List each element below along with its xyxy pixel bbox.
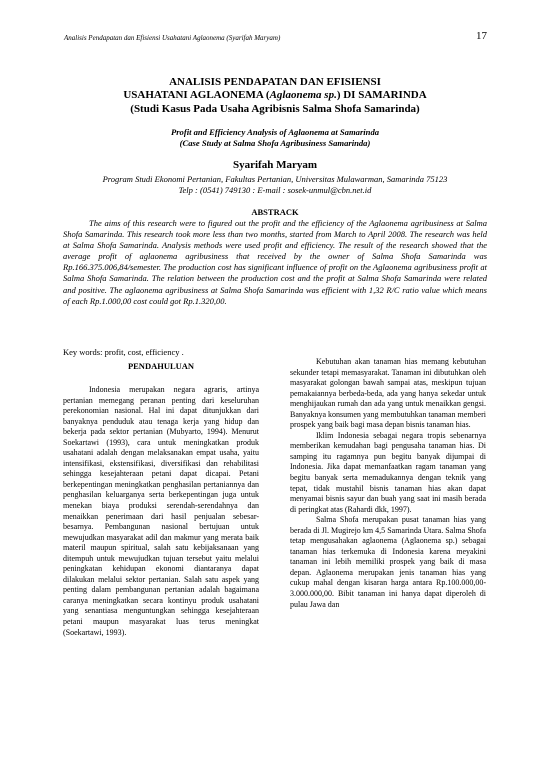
title-subtitle: (Studi Kasus Pada Usaha Agribisnis Salma Shofa Samarinda) <box>130 103 420 115</box>
english-title-line-2: (Case Study at Salma Shofa Agribusiness Samarinda) <box>179 138 371 148</box>
left-column <box>63 385 259 638</box>
paragraph: Iklim Indonesia sebagai negara tropis sebenarnya memberikan kemudahan bagi pengusaha tanaman hias. Di samping itu ragamnya pun begitu banyak dijumpai di Indonesia. Jika dapat memanfaatkan ragam tanaman yang begitu banyak serta memadukannya dengan teknik yang tepat, tidak mustahil bisnis tanaman hias akan dapat menyamai bisnis sayur dan buah yang saat ini masih berada di peringkat atas (Rahardi dkk, 1997). <box>290 430 486 514</box>
paragraph: Indonesia merupakan negara agraris, artinya pertanian memegang peranan penting dari keseluruhan perekonomian nasional. Hal ini dapat ditunjukkan dari banyaknya penduduk atau tenaga kerja yang hidup dan bekerja pada sektor pertanian (Mubyarto, 1994). Menurut Soekartawi (1993), cara untuk meningkatkan produk usahatani adalah dengan melaksanakan empat usaha, yaitu intensifikasi, ekstensifikasi, diversifikasi dan rehabilitasi sehingga kesejahteraan petani dapat dicapai. Petani berkepentingan meningkatkan penghasilan pertaniannya dan penghasilan keluarganya serta berkepentingan juga untuk menekan biaya produksi serendah-serendahnya dan menaikkan penerimaan dari hasil penjualan sebesar-besarnya. Pembangunan nasional bertujuan untuk mewujudkan masyarakat adil dan makmur yang merata baik materil maupun spiritual, salah satu kebijaksanaan yang ditempuh untuk mewujudkan tujuan tersebut yaitu melalui peningkatan kehidupan ekonomi diantaranya dapat dilakukan melalui sektor pertanian. Salah satu aspek yang penting dalam pembangunan pertanian adalah bagaimana caranya meningkatkan secara kontinyu produk usahatani yang senantiasa menguntungkan sehingga kesejahteraan petani maupun masyarakat luas terus meningkat (Soekartawi, 1993). <box>63 385 259 637</box>
english-title-line-1: Profit and Efficiency Analysis of Aglaonema at Samarinda <box>170 127 380 137</box>
keywords-text: profit, cost, efficiency . <box>102 347 184 357</box>
affiliation-line-1: Program Studi Ekonomi Pertanian, Fakultas Pertanian, Universitas Mulawarman, Samarinda 75123 <box>102 174 448 184</box>
keywords <box>63 347 184 357</box>
paragraph: Salma Shofa merupakan pusat tanaman hias yang berada di Jl. Mugirejo km 4,5 Samarinda Utara. Salma Shofa tetap mengusahakan aglaonema (Aglaonema sp.) sebagai tanaman hias terkemuka di Indonesia karena meyakini tanaman ini lebih memiliki prospek yang baik di masa depan. Aglaonema merupakan jenis tanaman hias yang cukup mahal dengan kisaran harga antara Rp.100.000,00-3.000.000,00. Bibit tanaman ini hanya dapat diperoleh di pulau Jawa dan <box>290 515 486 609</box>
affiliation-contact: Telp : (0541) 749130 : E-mail : sosek-unmul@cbn.net.id <box>178 185 372 195</box>
title-line-2 <box>60 89 490 102</box>
running-header: Analisis Pendapatan dan Efisiensi Usahatani Aglaonema (Syarifah Maryam) <box>64 34 281 42</box>
abstract-text: The aims of this research were to figured out the profit and the efficiency of the Aglaonema agribusiness at Salma Shofa Samarinda. This research took more less than two months, started from March to April 2008. The research was held at Salma Shofa Samarinda. Analysis methods were used profit and efficiency. The result of the research showed that the average profit of aglaonema agribusiness that received by the owner of Salma Shofa Samarinda was Rp.166.375.006,84/semester. The production cost has significant influence of profit on the Aglaonema agribusiness profit at Salma Shofa Samarinda. The relation between the production cost and the profit at Salma Shofa Samarinda were related and positive. The aglaonema agribusiness at Salma Shofa Samarinda was efficient with 1,32 R/C ratio value which means of each Rp.1.000,00 cost could got Rp.1.320,00. <box>63 218 487 306</box>
page-number: 17 <box>476 30 487 42</box>
title-line-2-pre: USAHATANI AGLAONEMA ( <box>123 89 270 101</box>
paragraph: Kebutuhan akan tanaman hias memang kebutuhan sekunder tetapi memasyarakat. Tanaman ini dibutuhkan oleh masyarakat golongan bawah sampai atas, meskipun tujuan pemakaiannya berbeda-beda, ada yang hanya sekedar untuk menghijaukan rumah dan ada yang untuk menaikkan gengsi. Banyaknya konsumen yang membutuhkan tanaman memberi prospek yang baik bagi masa depan bisnis tanaman hias. <box>290 357 486 430</box>
keywords-label: Key words: <box>63 347 103 357</box>
section-heading: PENDAHULUAN <box>127 361 195 371</box>
title-species: Aglaonema sp. <box>269 89 337 101</box>
author-name: Syarifah Maryam <box>232 159 317 171</box>
abstract-heading: ABSTRACK <box>251 207 299 217</box>
right-column <box>290 357 486 610</box>
title-line-2-post: ) DI SAMARINDA <box>336 89 427 101</box>
title-line-1: ANALISIS PENDAPATAN DAN EFISIENSI <box>169 76 381 88</box>
